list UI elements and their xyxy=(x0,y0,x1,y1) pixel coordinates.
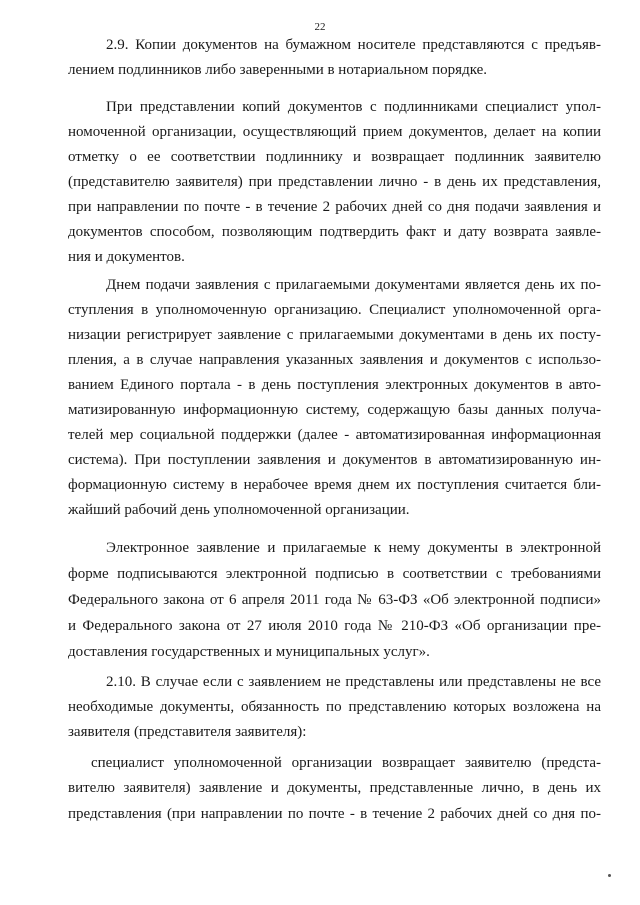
text-line: и Федерального закона от 27 июля 2010 года № 210-ФЗ «Об организации пре- xyxy=(68,618,601,634)
text-line: матизированную информационную систему, содержащую базы данных получа- xyxy=(68,402,601,418)
text-line: низации регистрирует заявление с прилагаемыми документами в день их посту- xyxy=(68,327,601,343)
text-line: отметку о ее соответствии подлиннику и возвращает подлинник заявителю xyxy=(68,149,601,165)
text-line: номоченной организации, осуществляющий прием документов, делает на копии xyxy=(68,124,601,140)
text-line: система). При поступлении заявления и документов в автоматизированную ин- xyxy=(68,452,601,468)
page-number: 22 xyxy=(314,21,326,33)
text-line: специалист уполномоченной организации возвращает заявителю (предста- xyxy=(91,755,601,771)
text-line: при направлении по почте - в течение 2 рабочих дней со дня подачи заявления и xyxy=(68,199,601,215)
text-line: жайший рабочий день уполномоченной организации. xyxy=(68,502,410,518)
scan-speck xyxy=(608,874,611,877)
text-line: телей мер социальной поддержки (далее - автоматизированная информационная xyxy=(68,427,601,443)
text-line: доставления государственных и муниципальных услуг». xyxy=(68,644,430,660)
text-line: форме подписываются электронной подписью в соответствии с требованиями xyxy=(68,566,601,582)
text-line: вителю заявителя) заявление и документы, представленные лично, в день их xyxy=(68,780,601,796)
text-line: представления (при направлении по почте - в течение 2 рабочих дней со дня по- xyxy=(68,806,601,822)
text-line: (представителю заявителя) при представлении лично - в день их представления, xyxy=(68,174,601,190)
text-line: При представлении копий документов с подлинниками специалист упол- xyxy=(106,99,601,115)
text-line: заявителя (представителя заявителя): xyxy=(68,724,307,740)
text-line: формационную систему в нерабочее время днем их поступления считается бли- xyxy=(68,477,601,493)
text-line: 2.10. В случае если с заявлением не представлены или представлены не все xyxy=(106,674,601,690)
text-line: ния и документов. xyxy=(68,249,185,265)
text-line: Днем подачи заявления с прилагаемыми документами является день их по- xyxy=(106,277,601,293)
text-line: пления, а в случае направления указанных заявления и документов с использо- xyxy=(68,352,601,368)
text-line: ванием Единого портала - в день поступления электронных документов в авто- xyxy=(68,377,601,393)
text-line: необходимые документы, обязанность по представлению которых возложена на xyxy=(68,699,601,715)
text-line: документов способом, позволяющим подтвердить факт и дату возврата заявле- xyxy=(68,224,601,240)
text-line: Электронное заявление и прилагаемые к нему документы в электронной xyxy=(106,540,601,556)
text-line: ступления в уполномоченную организацию. Специалист уполномоченной орга- xyxy=(68,302,601,318)
text-line: лением подлинников либо заверенными в нотариальном порядке. xyxy=(68,62,488,78)
text-line: Федерального закона от 6 апреля 2011 года № 63-ФЗ «Об электронной подписи» xyxy=(68,592,601,608)
text-line: 2.9. Копии документов на бумажном носителе представляются с предъяв- xyxy=(106,37,601,53)
